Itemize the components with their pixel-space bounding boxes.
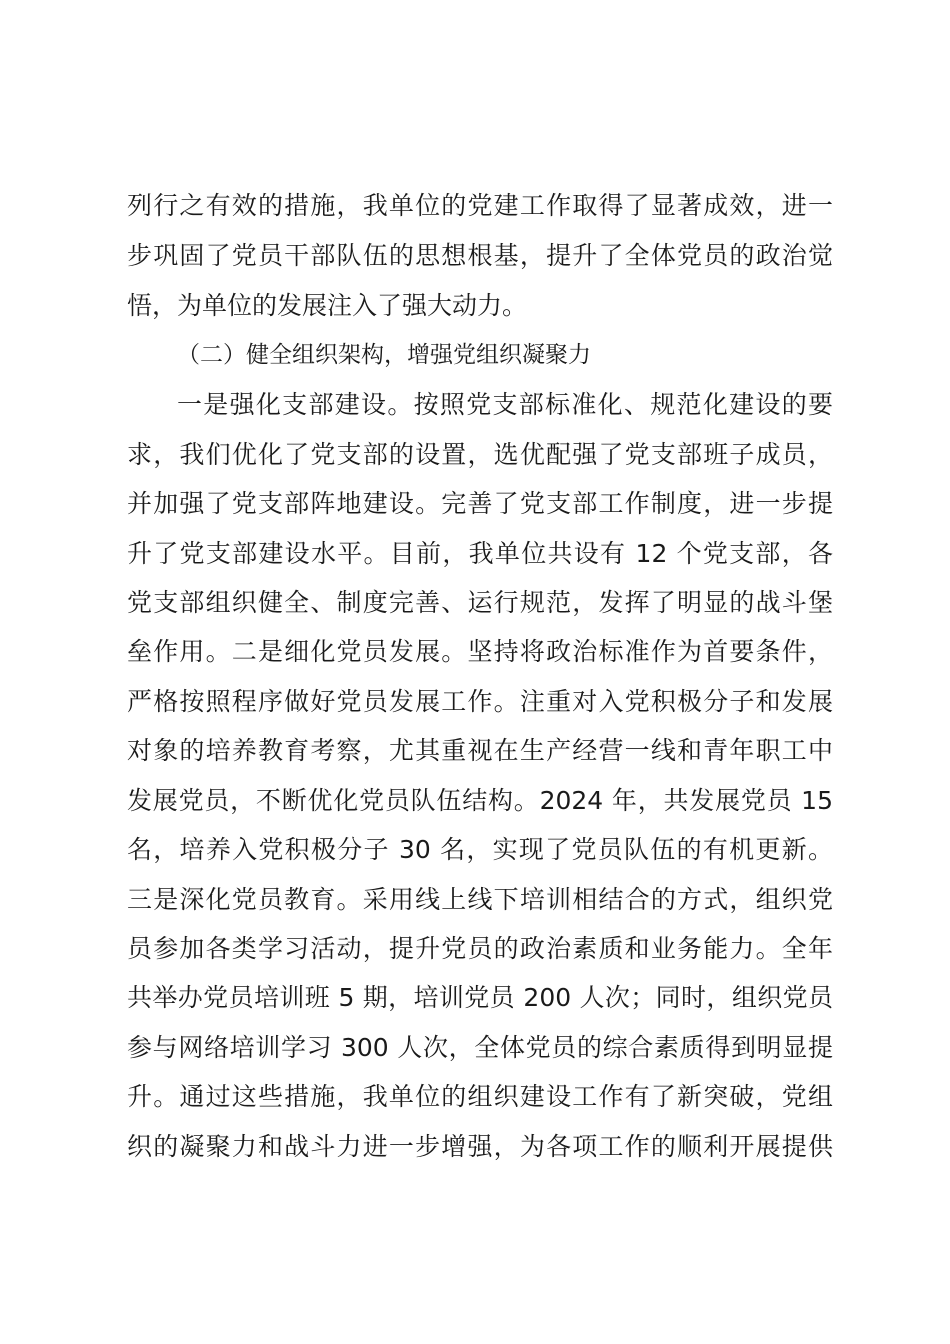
paragraph-line: 对象的培养教育考察，尤其重视在生产经营一线和青年职工中 bbox=[127, 736, 833, 765]
paragraph-line: 悟，为单位的发展注入了强大动力。 bbox=[127, 291, 528, 320]
paragraph-line: 员参加各类学习活动，提升党员的政治素质和业务能力。全年 bbox=[127, 934, 833, 963]
paragraph-line: 党支部组织健全、制度完善、运行规范，发挥了明显的战斗堡 bbox=[127, 588, 833, 617]
paragraph-line: 升了党支部建设水平。目前，我单位共设有 12 个党支部，各 bbox=[127, 539, 833, 568]
paragraph-line: 一是强化支部建设。按照党支部标准化、规范化建设的要 bbox=[177, 390, 833, 419]
paragraph-line: 垒作用。二是细化党员发展。坚持将政治标准作为首要条件， bbox=[127, 637, 833, 666]
paragraph-line: 参与网络培训学习 300 人次，全体党员的综合素质得到明显提 bbox=[127, 1033, 833, 1062]
paragraph-line: 并加强了党支部阵地建设。完善了党支部工作制度，进一步提 bbox=[127, 489, 833, 518]
paragraph-line: 严格按照程序做好党员发展工作。注重对入党积极分子和发展 bbox=[127, 687, 833, 716]
paragraph-line: 求，我们优化了党支部的设置，选优配强了党支部班子成员， bbox=[127, 440, 833, 469]
paragraph-line: 名，培养入党积极分子 30 名，实现了党员队伍的有机更新。 bbox=[127, 835, 833, 864]
paragraph-line: 织的凝聚力和战斗力进一步增强，为各项工作的顺利开展提供 bbox=[127, 1132, 833, 1161]
paragraph-line: 三是深化党员教育。采用线上线下培训相结合的方式，组织党 bbox=[127, 885, 833, 914]
section-heading: （二）健全组织架构，增强党组织凝聚力 bbox=[177, 342, 591, 368]
paragraph-line: 共举办党员培训班 5 期，培训党员 200 人次；同时，组织党员 bbox=[127, 983, 833, 1012]
paragraph-line: 发展党员，不断优化党员队伍结构。2024 年，共发展党员 15 bbox=[127, 786, 833, 815]
paragraph-line: 列行之有效的措施，我单位的党建工作取得了显著成效，进一 bbox=[127, 191, 833, 220]
paragraph-line: 升。通过这些措施，我单位的组织建设工作有了新突破，党组 bbox=[127, 1082, 833, 1111]
paragraph-line: 步巩固了党员干部队伍的思想根基，提升了全体党员的政治觉 bbox=[127, 241, 833, 270]
